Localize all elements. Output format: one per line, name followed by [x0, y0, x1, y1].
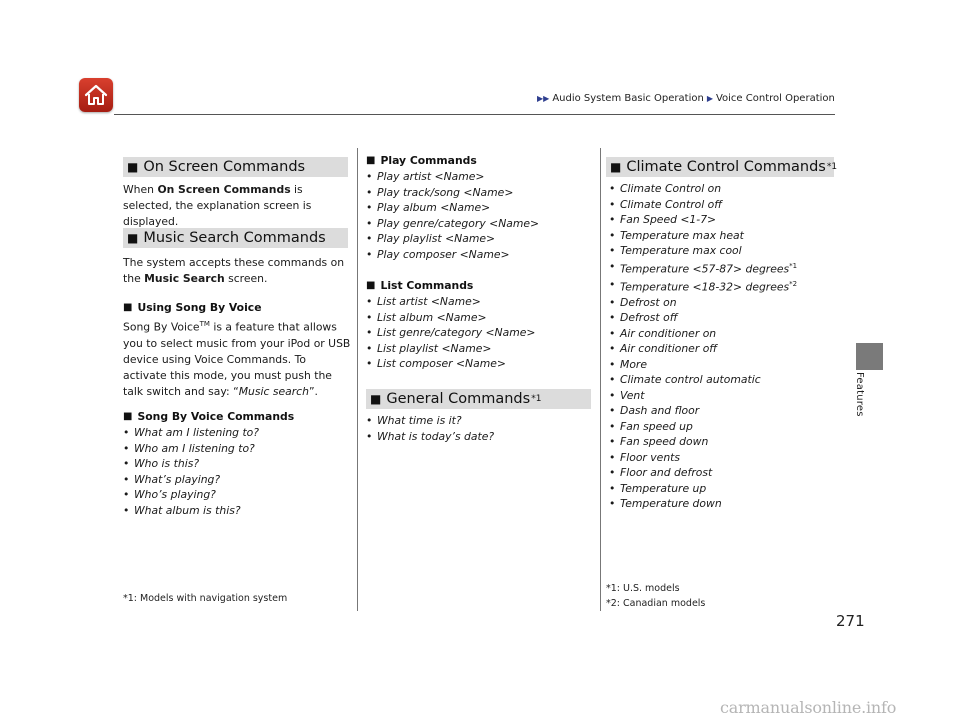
list-item [609, 243, 797, 259]
heading-footnote-ref: *1 [531, 394, 542, 404]
watermark: carmanualsonline.info [720, 698, 897, 717]
text: Using Song By Voice [137, 301, 262, 314]
breadcrumb-arrow-icon: ▶▶ [537, 94, 550, 103]
trademark: TM [199, 320, 210, 328]
list-item-text: Climate control automatic [620, 373, 761, 387]
subheading-square-icon: ■ [366, 155, 376, 166]
heading-square-icon: ■ [610, 160, 622, 174]
footnote-ref: *2 [789, 279, 798, 288]
text-bold: On Screen Commands [157, 183, 291, 196]
list-item-text: Temperature max heat [620, 228, 744, 242]
list-item: • List artist <Name> [366, 294, 535, 310]
list-item: • Who’s playing? [123, 487, 259, 503]
list-item: • What is today’s date? [366, 429, 494, 445]
list-item [609, 228, 797, 244]
list-item [609, 388, 797, 404]
list-item: • List composer <Name> [366, 356, 535, 372]
using-song-by-voice-subheading [123, 300, 262, 316]
list-item: • What am I listening to? [123, 425, 259, 441]
list-item: • Play artist <Name> [366, 169, 539, 185]
list-item: • Play track/song <Name> [366, 185, 539, 201]
footnote-left: *1: Models with navigation system [123, 593, 288, 604]
list-item-text: Fan Speed <1-7> [620, 213, 717, 226]
text-italic: Music search [238, 384, 309, 398]
list-item [609, 403, 797, 419]
list-item: • Who is this? [123, 456, 259, 472]
list-item-text: Climate Control off [620, 197, 723, 211]
list-item [609, 434, 797, 450]
column-divider [600, 148, 601, 611]
text: ”. [308, 384, 318, 398]
list-item: • What album is this? [123, 503, 259, 519]
footnote-canada: *2: Canadian models [606, 598, 706, 609]
heading-text: On Screen Commands [143, 159, 306, 175]
list-item-text: Dash and floor [620, 404, 700, 418]
breadcrumb-item-voice[interactable]: Voice Control Operation [715, 93, 835, 104]
climate-command-list [609, 181, 797, 512]
text: When [123, 183, 158, 196]
list-item [609, 481, 797, 497]
list-item: • Play playlist <Name> [366, 231, 539, 247]
subheading-square-icon: ■ [123, 411, 133, 422]
list-item [609, 465, 797, 481]
list-item-text: Temperature <57-87> degrees [620, 262, 790, 276]
music-search-paragraph [123, 255, 351, 287]
breadcrumb [537, 93, 835, 104]
list-item [609, 259, 797, 277]
list-item [609, 419, 797, 435]
list-item: • Play composer <Name> [366, 247, 539, 263]
section-label: Features [854, 372, 865, 417]
list-item: • Play album <Name> [366, 200, 539, 216]
list-item-text: Floor vents [620, 450, 681, 464]
footnote-ref: *1 [789, 261, 798, 270]
breadcrumb-separator-icon: ▶ [706, 94, 713, 103]
list-item [609, 277, 797, 295]
text: List Commands [380, 279, 474, 292]
list-item-text: Defrost on [620, 295, 677, 309]
text: Song By Voice [123, 320, 200, 334]
breadcrumb-item-audio[interactable]: Audio System Basic Operation [552, 93, 704, 104]
list-item: • What time is it? [366, 413, 494, 429]
home-button[interactable] [79, 78, 113, 112]
home-icon [84, 84, 108, 106]
list-item-text: Vent [620, 388, 645, 402]
list-item-text: More [620, 357, 648, 371]
on-screen-paragraph [123, 182, 351, 230]
text: Song By Voice Commands [137, 410, 295, 423]
list-commands-subheading [366, 278, 473, 294]
song-by-voice-command-list [123, 425, 259, 518]
list-item-text: Temperature up [620, 481, 707, 495]
list-item: • List playlist <Name> [366, 341, 535, 357]
list-item [609, 326, 797, 342]
list-item: • List album <Name> [366, 310, 535, 326]
list-item-text: Temperature down [620, 497, 722, 511]
list-item [609, 496, 797, 512]
climate-control-commands-heading [606, 157, 838, 177]
header-divider [114, 114, 835, 115]
column-divider [357, 148, 358, 611]
play-commands-subheading [366, 153, 477, 169]
list-item [609, 295, 797, 311]
general-command-list [366, 413, 494, 444]
on-screen-commands-heading [123, 157, 348, 177]
list-item [609, 372, 797, 388]
list-item [609, 310, 797, 326]
list-item-text: Defrost off [620, 311, 678, 325]
list-item-text: Fan speed up [620, 419, 693, 433]
text: screen. [224, 272, 268, 285]
heading-text: Music Search Commands [143, 230, 326, 246]
heading-text: Climate Control Commands [626, 159, 826, 175]
song-by-voice-commands-subheading [123, 409, 294, 425]
list-item [609, 341, 797, 357]
subheading-square-icon: ■ [366, 280, 376, 291]
text-bold: Music Search [144, 272, 225, 285]
play-command-list [366, 169, 539, 262]
list-item-text: Temperature <18-32> degrees [620, 280, 790, 294]
list-item-text: Fan speed down [620, 435, 709, 449]
list-item: • Who am I listening to? [123, 441, 259, 457]
page-number: 271 [836, 612, 865, 630]
list-item-text: Temperature max cool [620, 244, 742, 257]
list-item: • What’s playing? [123, 472, 259, 488]
section-tab[interactable] [856, 343, 883, 370]
list-command-list [366, 294, 535, 372]
subheading-square-icon: ■ [123, 302, 133, 313]
list-item: • Play genre/category <Name> [366, 216, 539, 232]
list-item [609, 357, 797, 373]
list-item-text: Floor and defrost [620, 466, 713, 480]
list-item: • List genre/category <Name> [366, 325, 535, 341]
list-item [609, 197, 797, 213]
heading-square-icon: ■ [127, 160, 139, 174]
list-item-text: Air conditioner on [620, 326, 717, 340]
heading-square-icon: ■ [370, 392, 382, 406]
list-item-text: Climate Control on [620, 182, 722, 195]
song-by-voice-paragraph [123, 316, 351, 400]
text: is selected, the explanation screen is displayed. [123, 183, 312, 228]
heading-footnote-ref: *1 [826, 162, 838, 172]
list-item [609, 212, 797, 228]
footnote-us: *1: U.S. models [606, 583, 680, 594]
text: is a feature that allows you to select music from your iPod or USB device using Voice Commands. To activate this mode, you must push the talk switch and say: “ [123, 320, 351, 398]
heading-text: General Commands [386, 391, 531, 407]
music-search-commands-heading [123, 228, 348, 248]
heading-square-icon: ■ [127, 231, 139, 245]
text: Play Commands [380, 154, 477, 167]
text: The system accepts these commands on the [123, 256, 345, 285]
list-item [609, 450, 797, 466]
list-item [609, 181, 797, 197]
general-commands-heading [366, 389, 591, 409]
list-item-text: Air conditioner off [620, 342, 718, 356]
